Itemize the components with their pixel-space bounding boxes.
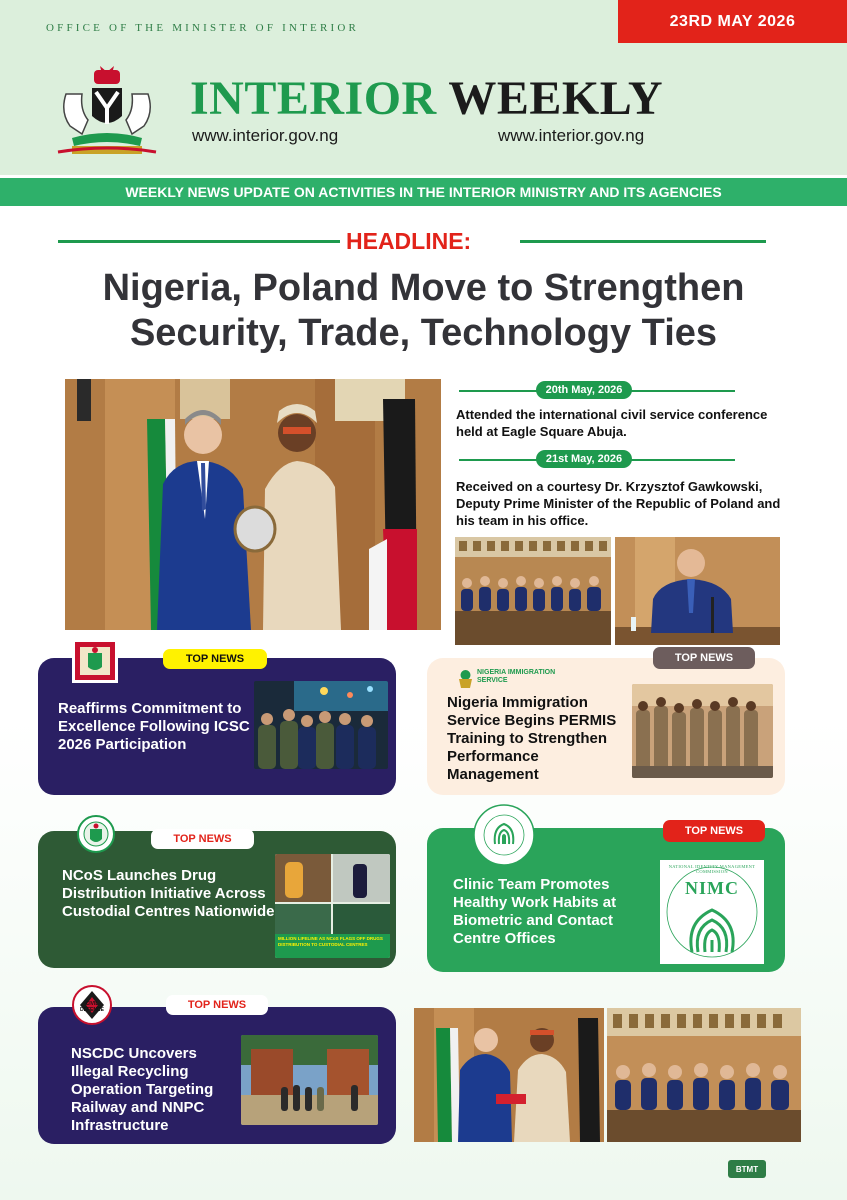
ministry-crest-icon [72,639,118,683]
card-5-photo [241,1035,378,1125]
immigration-logo-text: NIGERIA IMMIGRATION SERVICE [477,669,556,684]
top-news-tag-2: TOP NEWS [653,647,755,669]
timeline-date-2: 21st May, 2026 [536,450,632,468]
bottom-photo-left [414,1008,604,1142]
headline-line-2: Security, Trade, Technology Ties [129,312,718,354]
masthead-title [190,74,663,124]
nimc-ring-text: NATIONAL IDENTITY MANAGEMENT COMMISSION [668,864,756,874]
top-news-tag-3: TOP NEWS [151,829,254,849]
headline-line-1: Nigeria, Poland Move to Strengthen [102,267,745,309]
card-2-title[interactable]: Nigeria Immigration Service Begins PERMIS Training to Strengthen Performance Management [447,694,617,783]
nimc-logo-text: NIMC [685,878,739,898]
top-news-tag-1: TOP NEWS [163,649,267,669]
office-line: OFFICE OF THE MINISTER OF INTERIOR [46,22,360,34]
top-news-tag-4: TOP NEWS [663,820,765,842]
footer-code-badge: BTMT [728,1160,766,1178]
card-1-title[interactable]: Reaffirms Commitment to Excellence Following ICSC 2026 Participation [58,700,250,753]
card-1-photo [254,681,388,769]
immigration-logo-icon [457,669,474,689]
date-badge: 23RD MAY 2026 [618,0,847,43]
card-2-photo [632,684,773,778]
top-news-tag-5: TOP NEWS [166,995,268,1015]
coat-of-arms-logo [52,64,162,159]
headline-rule-right [520,240,766,243]
masthead-word-weekly: WEEKLY [448,72,663,125]
timeline-text-2: Received on a courtesy Dr. Krzysztof Gawkowski, Deputy Prime Minister of the Republic of Poland and his team in his office. [456,479,781,528]
main-photo [65,379,441,630]
ncos-logo-icon [77,815,115,853]
meeting-photo-left [455,537,611,645]
masthead-word-interior: INTERIOR [190,72,437,125]
card-3-photo-caption: MILLION LIFELINE AS NCoS FLAGS OFF DRUGS DISTRIBUTION TO CUSTODIAL CENTRES [278,936,383,947]
bottom-photo-right [607,1008,801,1142]
card-5-title[interactable]: NSCDC Uncovers Illegal Recycling Operation Targeting Railway and NNPC Infrastructure [71,1045,214,1134]
timeline-text-1: Attended the international civil service conference held at Eagle Square Abuja. [456,407,768,439]
timeline-date-1: 20th May, 2026 [536,381,632,399]
nimc-fingerprint-icon [660,860,764,964]
website-url-right[interactable]: www.interior.gov.ng [498,126,645,145]
card-3-title[interactable]: NCoS Launches Drug Distribution Initiative Across Custodial Centres Nationwide [62,867,275,920]
nimc-seal-icon [473,804,535,866]
website-url-left[interactable]: www.interior.gov.ng [192,126,339,145]
tagline-bar: WEEKLY NEWS UPDATE ON ACTIVITIES IN THE INTERIOR MINISTRY AND ITS AGENCIES [0,178,847,206]
nimc-logo-box [660,860,764,964]
headline-label: HEADLINE: [346,228,472,254]
headline-title [40,266,807,356]
meeting-photo-right [615,537,780,645]
card-4-title[interactable]: Clinic Team Promotes Healthy Work Habits at Biometric and Contact Centre Offices [453,876,617,947]
civil-defence-logo-text: CIVIL DEFENCE [80,1001,104,1013]
headline-rule-left [58,240,340,243]
